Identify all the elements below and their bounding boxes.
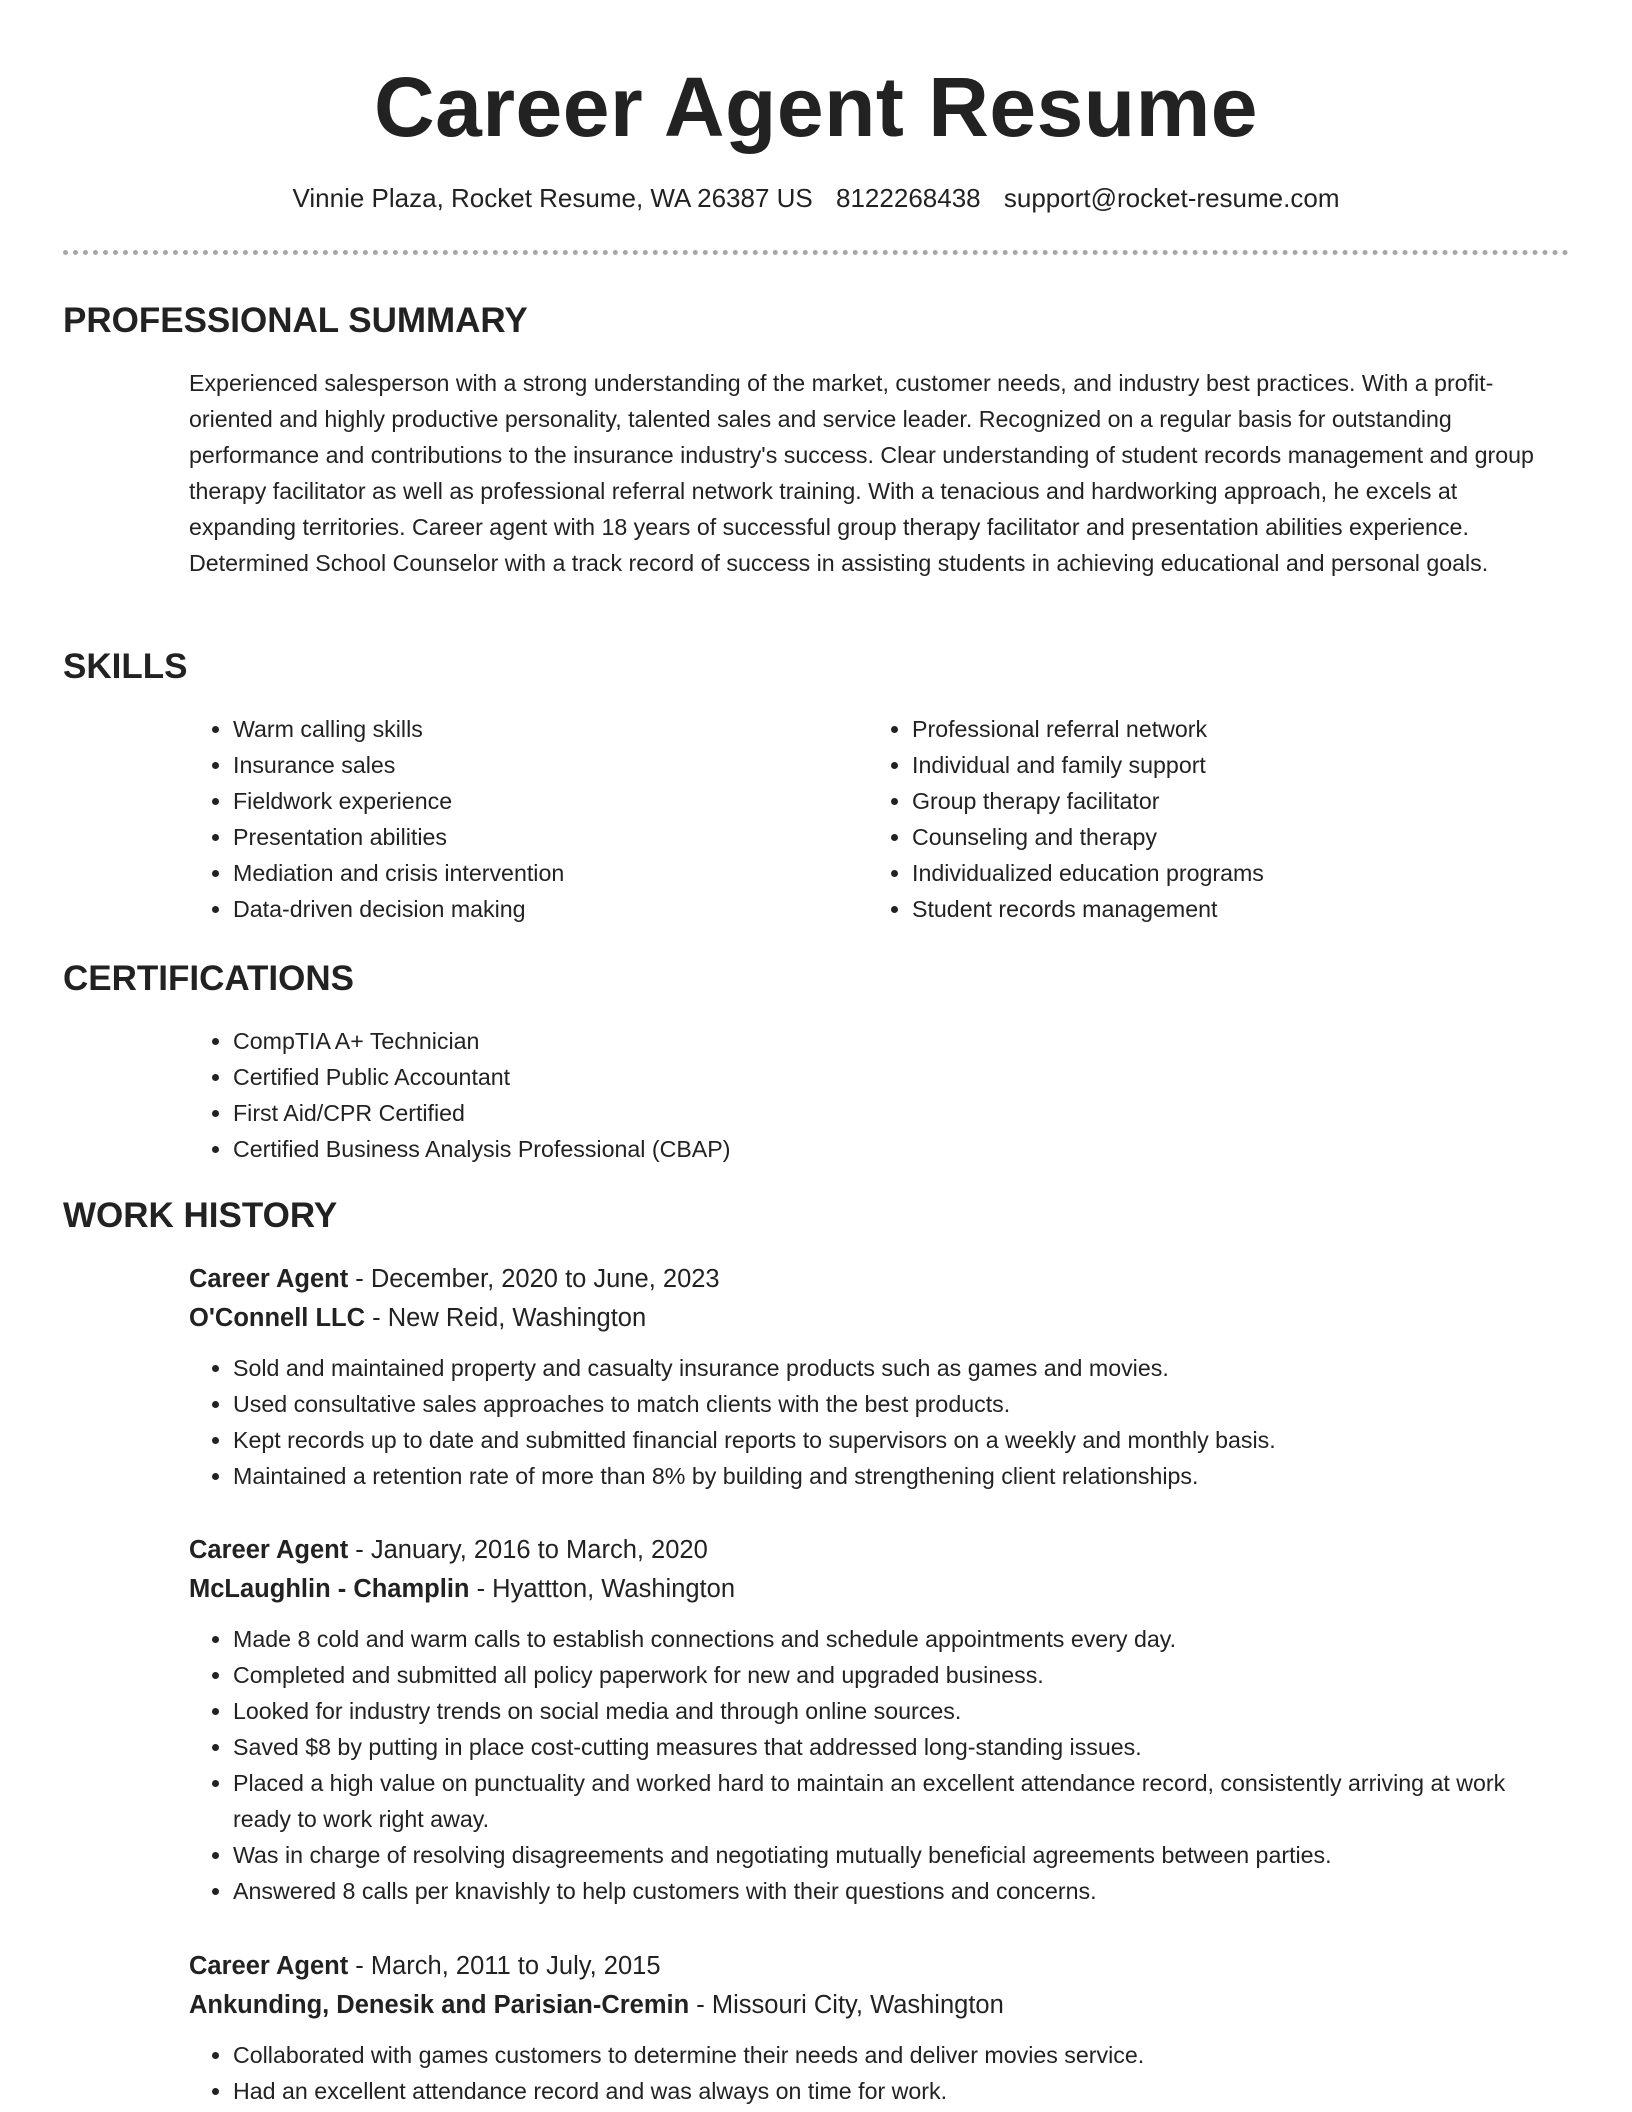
- skills-column-left: [189, 711, 849, 927]
- skills-heading: SKILLS: [63, 647, 188, 686]
- job-bullets: [189, 2037, 1569, 2109]
- skill-item: • Presentation abilities: [233, 819, 849, 855]
- job-bullet: • Had an excellent attendance record and was always on time for work.: [233, 2073, 1569, 2109]
- job-title-line: [189, 1531, 1569, 1570]
- skill-item: • Professional referral network: [912, 711, 1528, 747]
- job-location: - Hyattton, Washington: [469, 1575, 736, 1603]
- job-bullet: • Kept records up to date and submitted financial reports to supervisors on a weekly and monthly basis.: [233, 1422, 1569, 1458]
- skill-item: • Group therapy facilitator: [912, 783, 1528, 819]
- skill-item: • Fieldwork experience: [233, 783, 849, 819]
- job-bullet: • Used consultative sales approaches to match clients with the best products.: [233, 1386, 1569, 1422]
- summary-heading: PROFESSIONAL SUMMARY: [63, 301, 528, 340]
- job-company: McLaughlin - Champlin: [189, 1575, 470, 1603]
- job-title: Career Agent: [189, 1265, 349, 1293]
- skill-item: • Data-driven decision making: [233, 891, 849, 927]
- job-dates: - March, 2011 to July, 2015: [348, 1952, 661, 1980]
- skill-item: • Insurance sales: [233, 747, 849, 783]
- skills-list-right: [868, 711, 1528, 927]
- job-bullet: • Placed a high value on punctuality and worked hard to maintain an excellent attendance record, consistently arriving at work ready to work right away.: [233, 1765, 1569, 1837]
- contact-address: Vinnie Plaza, Rocket Resume, WA 26387 US: [292, 183, 813, 213]
- skill-item: • Individual and family support: [912, 747, 1528, 783]
- header-divider: [63, 250, 1569, 255]
- certifications-block: [189, 1023, 1189, 1167]
- work-history-heading: WORK HISTORY: [63, 1196, 338, 1235]
- certifications-list: [189, 1023, 1189, 1167]
- resume-title: Career Agent Resume: [373, 60, 1259, 154]
- contact-email[interactable]: support@rocket-resume.com: [1003, 183, 1340, 213]
- job-title-line: [189, 1947, 1569, 1986]
- skills-list-left: [189, 711, 849, 927]
- job-bullets: [189, 1621, 1569, 1909]
- job-bullet: • Looked for industry trends on social media and through online sources.: [233, 1693, 1569, 1729]
- job-location: - Missouri City, Washington: [689, 1991, 1004, 2019]
- job-bullet: • Completed and submitted all policy paperwork for new and upgraded business.: [233, 1657, 1569, 1693]
- job-company-line: [189, 1986, 1569, 2025]
- job-bullet: • Saved $8 by putting in place cost-cutting measures that addressed long-standing issues.: [233, 1729, 1569, 1765]
- certification-item: • Certified Public Accountant: [233, 1059, 1189, 1095]
- job-bullet: • Collaborated with games customers to determine their needs and deliver movies service.: [233, 2037, 1569, 2073]
- contact-phone[interactable]: 8122268438: [836, 183, 981, 213]
- job-dates: - January, 2016 to March, 2020: [348, 1536, 708, 1564]
- job-company-line: [189, 1570, 1569, 1609]
- job-bullet: • Was in charge of resolving disagreements and negotiating mutually beneficial agreements between parties.: [233, 1837, 1569, 1873]
- certifications-heading: CERTIFICATIONS: [63, 959, 355, 998]
- job-entry: [189, 1947, 1569, 2109]
- job-title-line: [189, 1260, 1569, 1299]
- job-bullet: • Made 8 cold and warm calls to establish connections and schedule appointments every day.: [233, 1621, 1569, 1657]
- certification-item: • Certified Business Analysis Professional (CBAP): [233, 1131, 1189, 1167]
- skill-item: • Student records management: [912, 891, 1528, 927]
- contact-line: [0, 178, 1632, 218]
- job-title: Career Agent: [189, 1952, 349, 1980]
- summary-text: Experienced salesperson with a strong understanding of the market, customer needs, and industry best practices. With a profit-oriented and highly productive personality, talented sales and service leader. Recognized on a regular basis for outstanding performance and contributions to the insurance industry's success. Clear understanding of student records management and group therapy facilitator as well as professional referral network training. With a tenacious and hardworking approach, he excels at expanding territories. Career agent with 18 years of successful group therapy facilitator and presentation abilities experience. Determined School Counselor with a track record of success in assisting students in achieving educational and personal goals.: [189, 370, 1534, 576]
- certification-item: • First Aid/CPR Certified: [233, 1095, 1189, 1131]
- job-entry: [189, 1531, 1569, 1909]
- job-bullet: • Sold and maintained property and casualty insurance products such as games and movies.: [233, 1350, 1569, 1386]
- job-company-line: [189, 1299, 1569, 1338]
- skill-item: • Mediation and crisis intervention: [233, 855, 849, 891]
- skill-item: • Individualized education programs: [912, 855, 1528, 891]
- job-entry: [189, 1260, 1569, 1494]
- job-bullets: [189, 1350, 1569, 1494]
- certification-item: • CompTIA A+ Technician: [233, 1023, 1189, 1059]
- job-company: O'Connell LLC: [189, 1304, 366, 1332]
- skill-item: • Counseling and therapy: [912, 819, 1528, 855]
- skills-column-right: [868, 711, 1528, 927]
- skill-item: • Warm calling skills: [233, 711, 849, 747]
- job-company: Ankunding, Denesik and Parisian-Cremin: [189, 1991, 690, 2019]
- job-title: Career Agent: [189, 1536, 349, 1564]
- job-bullet: • Maintained a retention rate of more than 8% by building and strengthening client relationships.: [233, 1458, 1569, 1494]
- job-bullet: • Answered 8 calls per knavishly to help customers with their questions and concerns.: [233, 1873, 1569, 1909]
- job-location: - New Reid, Washington: [365, 1304, 647, 1332]
- job-dates: - December, 2020 to June, 2023: [348, 1265, 720, 1293]
